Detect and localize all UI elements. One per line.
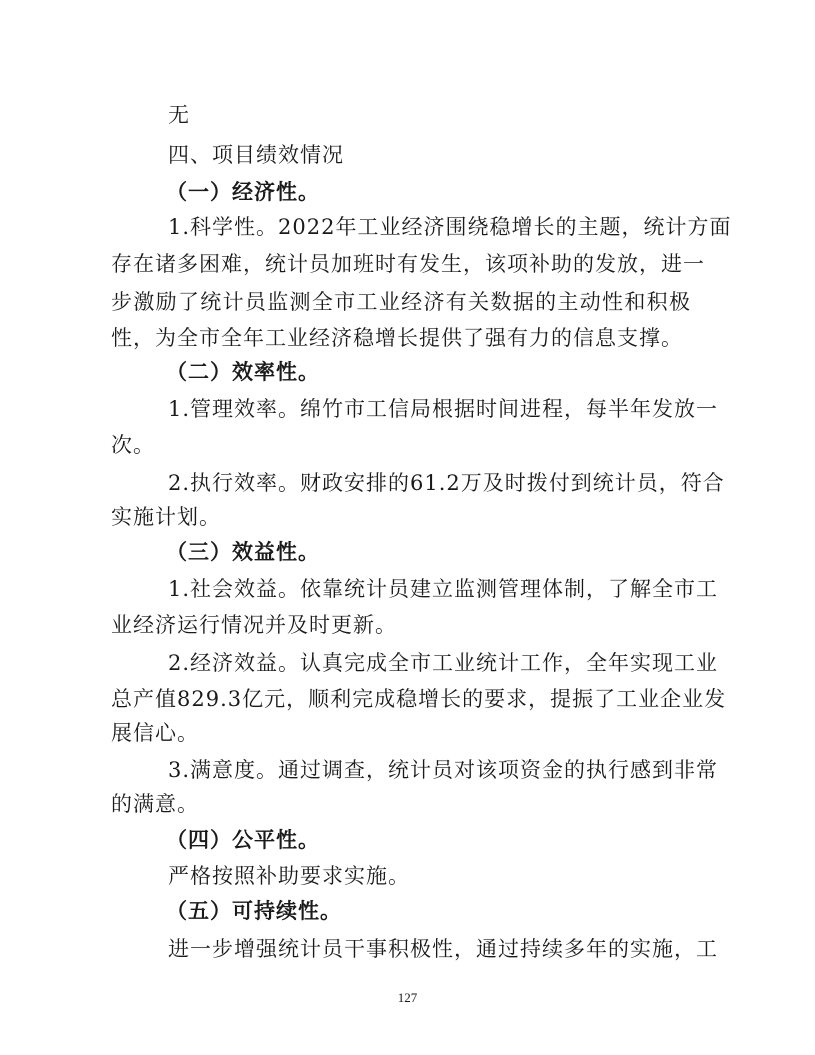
subsection-heading: （三）效益性。 bbox=[166, 539, 320, 564]
text-line: 次。 bbox=[111, 433, 155, 457]
subsection-heading: （五）可持续性。 bbox=[166, 898, 342, 923]
text-line: 总产值829.3亿元，顺利完成稳增长的要求，提振了工业企业发 bbox=[111, 687, 727, 711]
text-line: 3.满意度。通过调查，统计员对该项资金的执行感到非常 bbox=[168, 758, 719, 782]
text-line: 严格按照补助要求实施。 bbox=[168, 864, 410, 888]
text-line: 存在诸多困难，统计员加班时有发生，该项补助的发放，进一 bbox=[111, 252, 705, 276]
text-line: 步激励了统计员监测全市工业经济有关数据的主动性和积极 bbox=[111, 290, 691, 314]
subsection-heading: （一）经济性。 bbox=[166, 179, 320, 204]
text-line: 1.科学性。2022年工业经济围绕稳增长的主题，统计方面 bbox=[168, 215, 732, 239]
section-heading: 四、项目绩效情况 bbox=[168, 143, 344, 167]
subsection-heading: （二）效率性。 bbox=[166, 359, 320, 384]
text-line: 的满意。 bbox=[111, 792, 199, 816]
text-line: 2.执行效率。财政安排的61.2万及时拨付到统计员，符合 bbox=[168, 471, 725, 495]
page-number: 127 bbox=[397, 990, 418, 1005]
text-line: 2.经济效益。认真完成全市工业统计工作，全年实现工业 bbox=[168, 651, 719, 675]
text-line: 业经济运行情况并及时更新。 bbox=[111, 613, 397, 637]
text-line: 1.管理效率。绵竹市工信局根据时间进程，每半年发放一 bbox=[168, 397, 719, 421]
text-line: 性，为全市全年工业经济稳增长提供了强有力的信息支撑。 bbox=[111, 326, 683, 350]
text-line: 1.社会效益。依靠统计员建立监测管理体制，了解全市工 bbox=[168, 577, 719, 601]
text-line: 展信心。 bbox=[111, 721, 199, 745]
text-line: 实施计划。 bbox=[111, 505, 221, 529]
text-line: 无 bbox=[168, 103, 190, 127]
text-line: 进一步增强统计员干事积极性，通过持续多年的实施，工 bbox=[168, 937, 718, 961]
subsection-heading: （四）公平性。 bbox=[166, 827, 320, 852]
